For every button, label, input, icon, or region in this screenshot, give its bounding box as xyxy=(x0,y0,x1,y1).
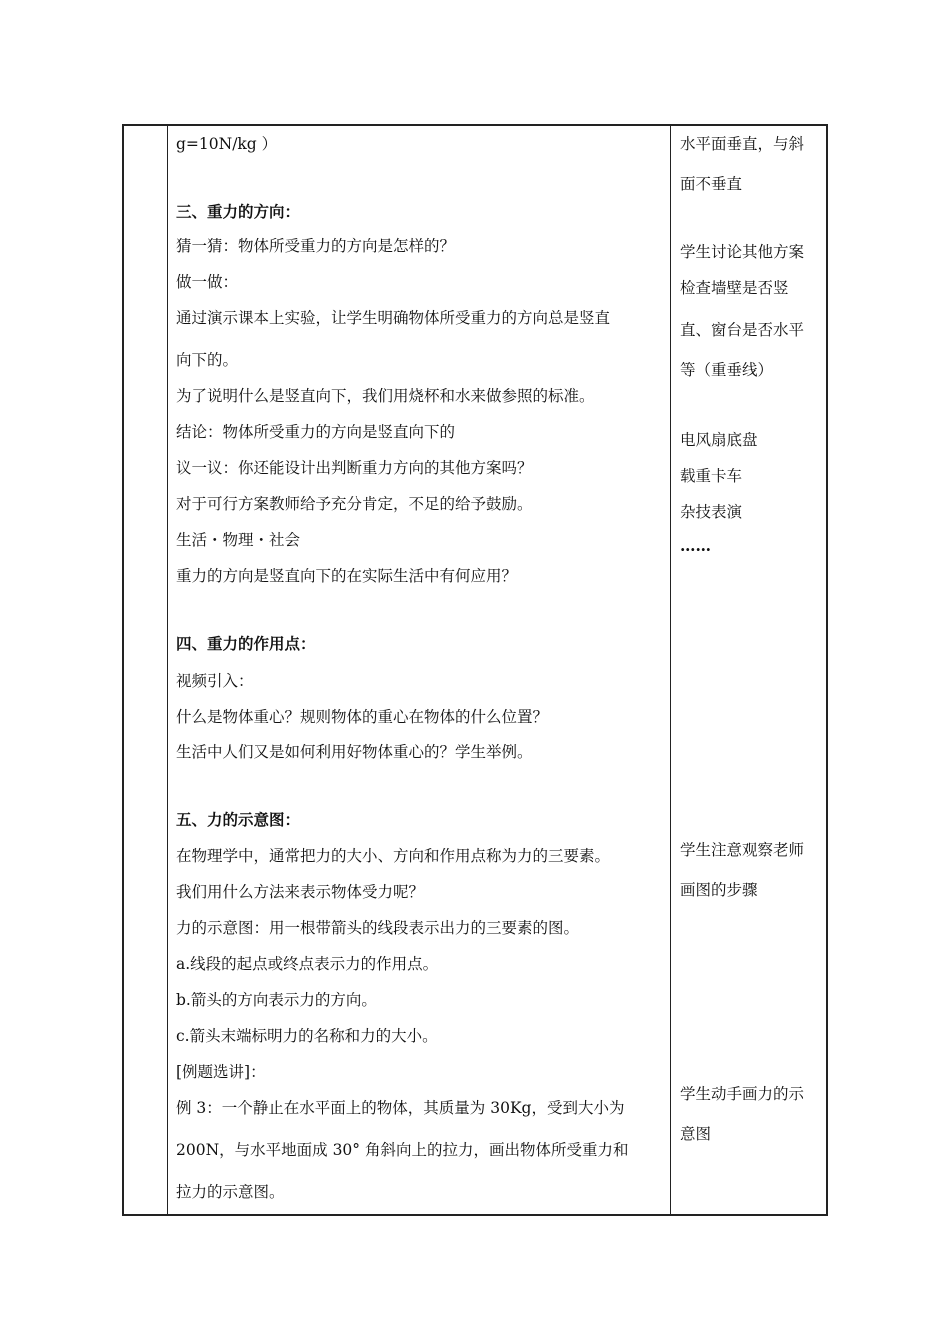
main-line: b.箭头的方向表示力的方向。 xyxy=(176,991,377,1009)
main-line: 我们用什么方法来表示物体受力呢？ xyxy=(176,883,425,901)
main-line: 议一议：你还能设计出判断重力方向的其他方案吗？ xyxy=(176,459,533,477)
main-line: 对于可行方案教师给予充分肯定，不足的给予鼓励。 xyxy=(176,495,533,513)
column-divider-left xyxy=(167,126,168,1214)
side-line: 载重卡车 xyxy=(680,467,743,485)
main-line: 视频引入： xyxy=(176,672,254,690)
side-line: …… xyxy=(680,536,711,555)
main-line: 重力的方向是竖直向下的在实际生活中有何应用？ xyxy=(176,567,518,585)
main-line: 生活中人们又是如何利用好物体重心的？学生举例。 xyxy=(176,743,533,761)
main-line: 什么是物体重心？规则物体的重心在物体的什么位置？ xyxy=(176,708,549,726)
section-heading-force-diagram: 五、力的示意图： xyxy=(176,810,301,829)
main-line: 拉力的示意图。 xyxy=(176,1183,285,1201)
side-line: 电风扇底盘 xyxy=(680,431,758,449)
main-line: 在物理学中，通常把力的大小、方向和作用点称为力的三要素。 xyxy=(176,847,611,865)
side-line: 等（重垂线） xyxy=(680,361,774,379)
side-line: 学生动手画力的示 xyxy=(680,1085,805,1103)
side-line: 学生注意观察老师 xyxy=(680,841,805,859)
side-line: 画图的步骤 xyxy=(680,881,758,899)
side-line: 意图 xyxy=(680,1125,712,1143)
main-line: 力的示意图：用一根带箭头的线段表示出力的三要素的图。 xyxy=(176,919,580,937)
main-line: 为了说明什么是竖直向下，我们用烧杯和水来做参照的标准。 xyxy=(176,387,595,405)
main-line: [例题选讲]： xyxy=(176,1063,266,1081)
main-line: 结论：物体所受重力的方向是竖直向下的 xyxy=(176,423,456,441)
main-line: 通过演示课本上实验，让学生明确物体所受重力的方向总是竖直 xyxy=(176,309,611,327)
main-line: 200N，与水平地面成 30° 角斜向上的拉力，画出物体所受重力和 xyxy=(176,1141,629,1159)
main-line: 做一做： xyxy=(176,273,239,291)
main-line: c.箭头末端标明力的名称和力的大小。 xyxy=(176,1027,438,1045)
side-line: 水平面垂直，与斜 xyxy=(680,135,805,153)
main-line: 生活・物理・社会 xyxy=(176,531,301,549)
side-line: 杂技表演 xyxy=(680,503,743,521)
side-line: 面不垂直 xyxy=(680,175,743,193)
main-line: 猜一猜：物体所受重力的方向是怎样的？ xyxy=(176,237,456,255)
main-line: a.线段的起点或终点表示力的作用点。 xyxy=(176,955,439,973)
section-heading-center-of-gravity: 四、重力的作用点： xyxy=(176,634,316,653)
column-divider-right xyxy=(670,126,671,1214)
side-line: 检查墙壁是否竖 xyxy=(680,279,789,297)
main-line: 向下的。 xyxy=(176,351,239,369)
main-line: 例 3：一个静止在水平面上的物体，其质量为 30Kg，受到大小为 xyxy=(176,1099,625,1117)
lesson-table xyxy=(122,124,828,1216)
side-line: 直、窗台是否水平 xyxy=(680,321,805,339)
section-heading-direction: 三、重力的方向： xyxy=(176,202,301,221)
main-line: g=10N/kg ） xyxy=(176,135,278,153)
side-line: 学生讨论其他方案 xyxy=(680,243,805,261)
